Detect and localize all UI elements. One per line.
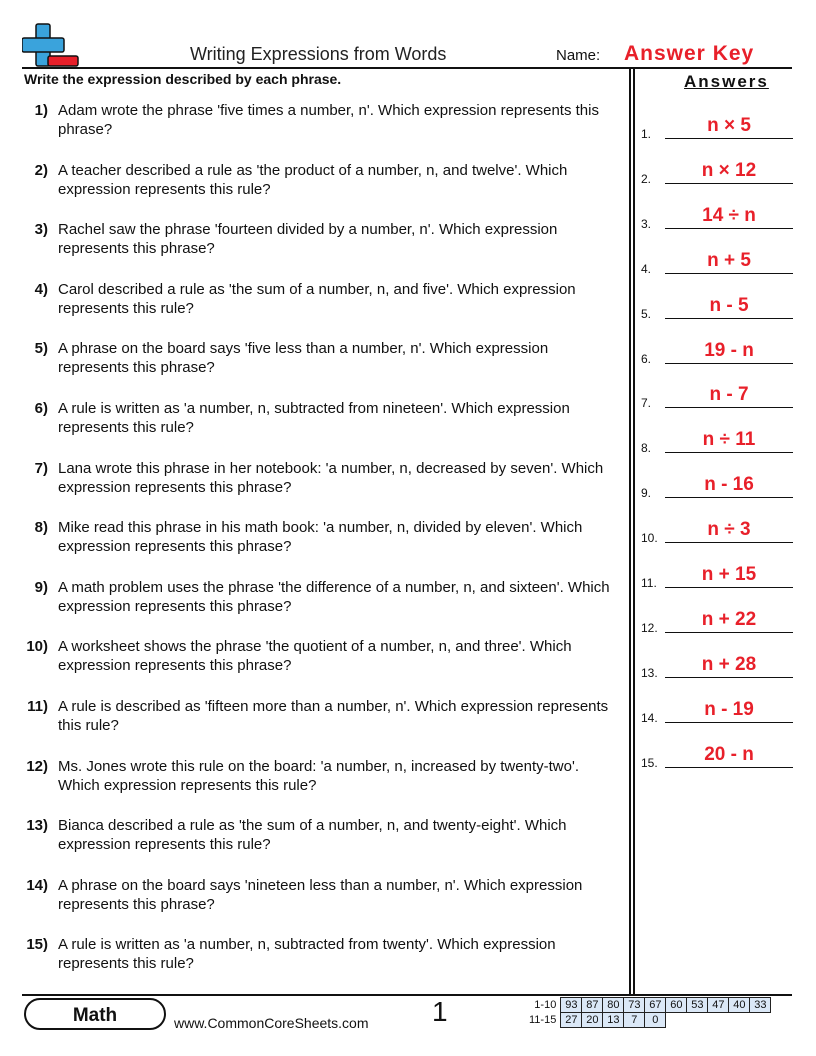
answer-number: 12. [641,620,658,635]
score-cell: 53 [687,998,708,1013]
score-cell: 27 [561,1013,582,1028]
page-number: 1 [432,996,448,1027]
score-cell: 0 [645,1013,666,1028]
question-number: 13) [26,817,48,835]
question-number: 4) [34,280,48,298]
answer-item [641,160,793,184]
answer-line [665,497,793,498]
answer-line [665,542,793,543]
question-number: 2) [34,161,48,179]
question-number: 5) [34,340,48,358]
question-text: A rule is written as 'a number, n, subtracted from nineteen'. Which expression represents this rule? [58,400,570,436]
score-row-label: 11-15 [529,1014,557,1026]
answer-number: 13. [641,665,658,680]
question-number: 11) [27,698,48,715]
answer-key-label: Answer Key [624,42,755,65]
question-text: Adam wrote the phrase 'five times a number, n'. Which expression represents this phrase? [58,102,599,138]
score-cell: 47 [708,998,729,1013]
name-label: Name: [556,47,601,64]
answer-number: 8. [641,441,652,456]
answer-value: n ÷ 11 [702,429,756,451]
question-number: 12) [26,757,48,775]
score-cell: 80 [603,998,624,1013]
answer-value: 20 - n [704,743,754,765]
score-cell: 67 [645,998,666,1013]
answer-number: 14. [641,710,658,725]
answer-line [665,228,793,229]
worksheet-title: Writing Expressions from Words [190,44,447,64]
question-number: 1) [34,102,48,119]
score-cell: 13 [603,1013,624,1028]
score-row [527,998,771,1013]
answer-item [641,609,793,633]
question-text: A worksheet shows the phrase 'the quotient of a number, n, and three'. Which expression represents this phrase? [58,638,572,675]
answer-line [665,587,793,588]
column-divider-right [633,68,635,994]
answer-number: 3. [641,216,652,231]
plus-minus-logo-icon [22,22,80,68]
instructions: Write the expression described by each phrase. [24,71,342,87]
question-text: A phrase on the board says 'nineteen less than a number, n'. Which expression represents this phrase? [58,876,583,913]
score-cell: 20 [582,1013,603,1028]
question-text: Ms. Jones wrote this rule on the board: 'a number, n, increased by twenty-two'. Which expression represents this rule? [58,757,579,794]
answer-line [665,767,793,768]
question-number: 14) [26,876,48,894]
score-cell: 73 [624,998,645,1013]
answer-item [641,474,793,501]
score-cell: 40 [729,998,750,1013]
question-text: Mike read this phrase in his math book: 'a number, n, divided by eleven'. Which expression represents this phrase? [58,519,583,556]
answer-value: n + 22 [701,608,757,630]
answer-number: 4. [641,261,652,276]
answer-number: 5. [641,306,652,321]
score-cell: 87 [582,998,603,1013]
answer-value: 14 ÷ n [702,204,756,226]
answer-line [665,407,793,408]
subject-badge [24,998,166,1030]
answer-item [641,115,793,139]
answer-value: n × 12 [701,159,757,181]
question-text: A phrase on the board says 'five less than a number, n'. Which expression represents this phrase? [58,340,549,377]
answer-line [665,273,793,274]
answer-item [641,250,793,274]
question-text: Bianca described a rule as 'the sum of a number, n, and twenty-eight'. Which expression represents this rule? [58,817,567,854]
answer-item [641,295,793,319]
answer-item [641,519,793,546]
header-divider [22,67,792,69]
answer-number: 2. [641,171,652,186]
answer-line [665,677,793,678]
answer-number: 10. [641,531,658,546]
score-cell: 93 [561,998,582,1013]
score-row-label: 1-10 [534,999,557,1011]
question-number: 6) [34,400,48,417]
column-divider-left [629,68,631,994]
question-text: A teacher described a rule as 'the product of a number, n, and twelve'. Which expression represents this rule? [58,161,568,198]
answer-value: n - 19 [704,698,754,720]
answer-line [665,363,793,364]
question-text: A rule is described as 'fifteen more than a number, n'. Which expression represents this rule? [58,698,609,734]
answer-value: n - 16 [704,474,754,496]
answer-number: 9. [641,486,652,501]
answer-line [665,722,793,723]
answer-item [641,340,793,364]
footer-divider [22,994,792,996]
subject-label: Math [72,1005,118,1026]
answer-item [641,429,793,456]
answer-value: n - 5 [709,294,749,316]
answer-line [665,318,793,319]
question-text: Carol described a rule as 'the sum of a number, n, and five'. Which expression represents this rule? [58,280,576,317]
answer-line [665,183,793,184]
score-row [527,1013,771,1028]
answer-item [641,699,793,723]
answer-number: 15. [641,755,658,770]
question-text: A math problem uses the phrase 'the difference of a number, n, and sixteen'. Which expression represents this phrase? [58,578,610,615]
answer-item [641,564,793,588]
answer-value: n ÷ 3 [707,519,751,541]
question-number: 7) [34,459,48,477]
answer-item [641,384,793,411]
question-text: Lana wrote this phrase in her notebook: 'a number, n, decreased by seven'. Which expression represents this phrase? [58,459,604,496]
answer-value: 19 - n [704,339,754,361]
question-number: 10) [26,638,48,656]
answer-value: n + 5 [707,249,751,271]
question-text: Rachel saw the phrase 'fourteen divided by a number, n'. Which expression represents this phrase? [58,221,558,258]
website-link[interactable]: www.CommonCoreSheets.com [174,1015,369,1031]
answer-number: 7. [641,396,652,411]
question-number: 3) [34,221,48,239]
answer-value: n + 28 [701,653,757,675]
answer-line [665,452,793,453]
answer-item [641,654,793,678]
question-number: 15) [26,936,48,954]
question-text: A rule is written as 'a number, n, subtracted from twenty'. Which expression represents this rule? [58,936,556,973]
answers-heading: Answers [684,72,769,91]
answer-number: 11. [641,576,657,590]
answer-number: 6. [641,351,652,366]
answer-number: 1. [641,127,652,141]
answer-line [665,138,793,139]
question-number: 9) [34,578,48,596]
answer-line [665,632,793,633]
answer-item [641,744,793,768]
answer-item [641,205,793,229]
score-table [527,997,771,1028]
answer-value: n × 5 [707,115,751,136]
question-number: 8) [34,519,48,537]
score-cell: 7 [624,1013,645,1028]
answer-value: n - 7 [709,384,749,406]
score-cell: 33 [750,998,771,1013]
score-cell: 60 [666,998,687,1013]
answer-value: n + 15 [701,564,757,585]
